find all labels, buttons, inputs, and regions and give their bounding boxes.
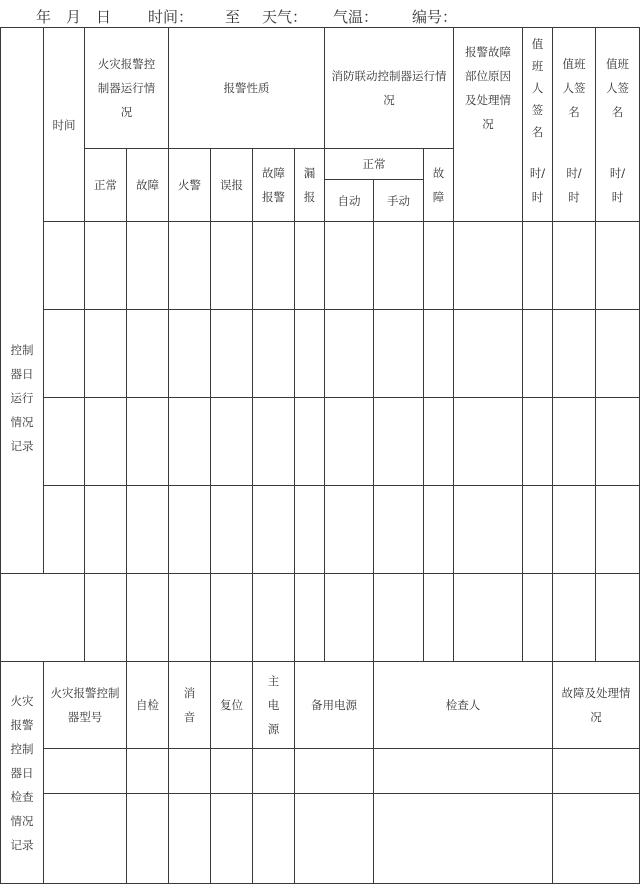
col-alarm-controller-status: 火灾报警控制器运行情况 [97,57,156,119]
col-fault-handling: 故障及处理情况 [561,686,631,724]
col-backup-power: 备用电源 [311,698,357,712]
col-linkage-normal: 正常 [362,157,386,171]
col-time-slash-2: 时/时 [566,166,582,204]
daily-operation-side-label: 控制器日运行情况记录 [10,342,34,453]
col-false-alarm: 误报 [220,178,243,192]
header-number: 编号： [412,8,458,26]
col-fault: 故障 [136,178,159,192]
col-silence: 消音 [183,686,196,724]
col-inspector: 检查人 [445,698,481,712]
col-controller-model: 火灾报警控制器型号 [50,686,120,724]
col-fault-reason: 报警故障部位原因及处理情况 [465,45,511,131]
grid-line [423,148,424,661]
grid-line [210,148,211,661]
col-manual: 手动 [387,193,410,208]
header-day: 日 [96,8,112,26]
grid-line [294,148,295,661]
col-alarm-nature: 报警性质 [223,81,270,95]
grid-line [43,397,640,398]
col-linkage-fault: 故障 [432,166,445,204]
grid-line [0,883,640,884]
col-main-power: 主电源 [267,674,280,736]
col-self-check: 自检 [136,698,159,712]
col-reset: 复位 [220,698,243,712]
header-time: 时间： [148,8,194,26]
header-year: 年 [36,8,52,26]
grid-line [43,748,640,749]
col-duty-sign-1: 值班人签名 [531,37,544,139]
grid-line [373,179,374,661]
col-duty-sign-3: 值班人签名 [606,57,629,119]
col-auto: 自动 [337,193,361,208]
header-month: 月 [66,8,82,26]
header-temperature: 气温： [333,8,379,26]
header-weather: 天气： [262,8,308,26]
col-linkage-controller-status: 消防联动控制器运行情况 [331,69,447,107]
grid-line [43,221,640,222]
col-missed-alarm: 漏报 [303,166,316,204]
grid-line [252,148,253,661]
header-to: 至 [225,8,241,26]
col-normal: 正常 [94,178,117,192]
col-time-slash-1: 时/时 [529,166,546,204]
grid-line [43,309,640,310]
col-fire-alarm: 火警 [178,178,201,192]
col-duty-sign-2: 值班人签名 [562,57,586,119]
col-time: 时间 [52,117,76,132]
col-time-slash-3: 时/时 [609,166,626,204]
grid-line [43,793,640,794]
grid-line [0,573,640,574]
grid-line [43,485,640,486]
daily-check-side-label: 火灾报警控制器日检查情况记录 [10,693,34,852]
grid-line [126,148,127,661]
col-fault-alarm: 故障报警 [262,166,285,204]
